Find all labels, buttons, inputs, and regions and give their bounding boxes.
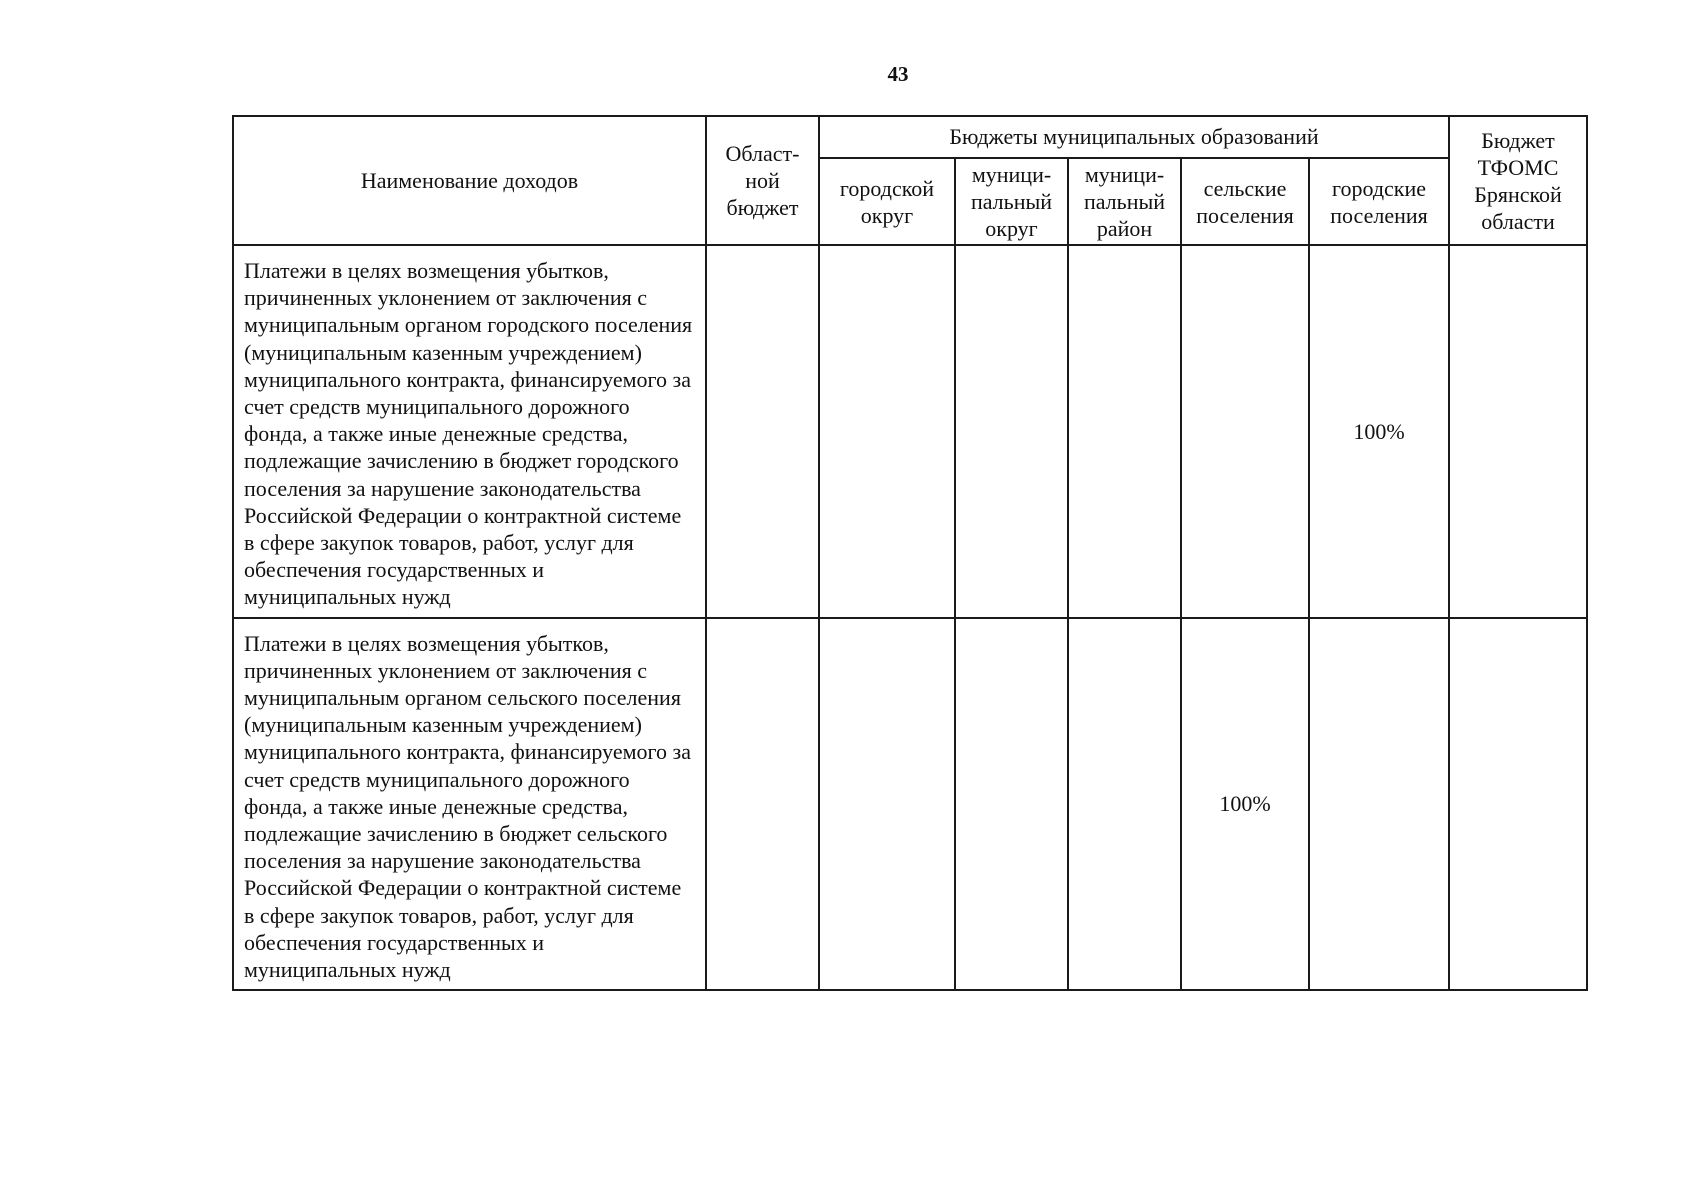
regional-budget-value [706,245,819,618]
header-municipal-okrug: муници-пальный округ [955,158,1068,245]
income-description: Платежи в целях возмещения убытков, причиненных уклонением от заключения с муниципальным органом сельского поселения (муниципальным казенным учреждением) муниципального контракта, финансируемого за счет средств муниципального дорожного фонда, а также иные денежные средства, подлежащие зачислению в бюджет сельского поселения за нарушение законодательства Российской Федерации о контрактной системе в сфере закупок товаров, работ, услуг для обеспечения государственных и муниципальных нужд [233,618,706,991]
header-tfoms-budget: Бюджет ТФОМС Брянской области [1449,116,1587,245]
income-description: Платежи в целях возмещения убытков, причиненных уклонением от заключения с муниципальным органом городского поселения (муниципальным казенным учреждением) муниципального контракта, финансируемого за счет средств муниципального дорожного фонда, а также иные денежные средства, подлежащие зачислению в бюджет городского поселения за нарушение законодательства Российской Федерации о контрактной системе в сфере закупок товаров, работ, услуг для обеспечения государственных и муниципальных нужд [233,245,706,618]
header-income-name: Наименование доходов [233,116,706,245]
tfoms-value [1449,245,1587,618]
municipal-okrug-value [955,245,1068,618]
header-municipal-district: муници-пальный район [1068,158,1181,245]
urban-district-value [819,245,955,618]
tfoms-value [1449,618,1587,991]
urban-district-value [819,618,955,991]
municipal-okrug-value [955,618,1068,991]
rural-settlements-value [1181,245,1309,618]
header-urban-settlements: городские поселения [1309,158,1449,245]
urban-settlements-value [1309,618,1449,991]
regional-budget-value [706,618,819,991]
header-rural-settlements: сельские поселения [1181,158,1309,245]
header-row-top [233,116,1587,158]
income-distribution-table [232,115,1588,991]
municipal-district-value [1068,245,1181,618]
income-distribution-table-container [232,115,1586,991]
table-row [233,618,1587,991]
rural-settlements-value: 100% [1181,618,1309,991]
page-number: 43 [887,62,909,86]
header-regional-budget: Област-ной бюджет [706,116,819,245]
urban-settlements-value: 100% [1309,245,1449,618]
table-row [233,245,1587,618]
header-urban-district: городской округ [819,158,955,245]
municipal-district-value [1068,618,1181,991]
header-municipal-budgets: Бюджеты муниципальных образований [819,116,1449,158]
